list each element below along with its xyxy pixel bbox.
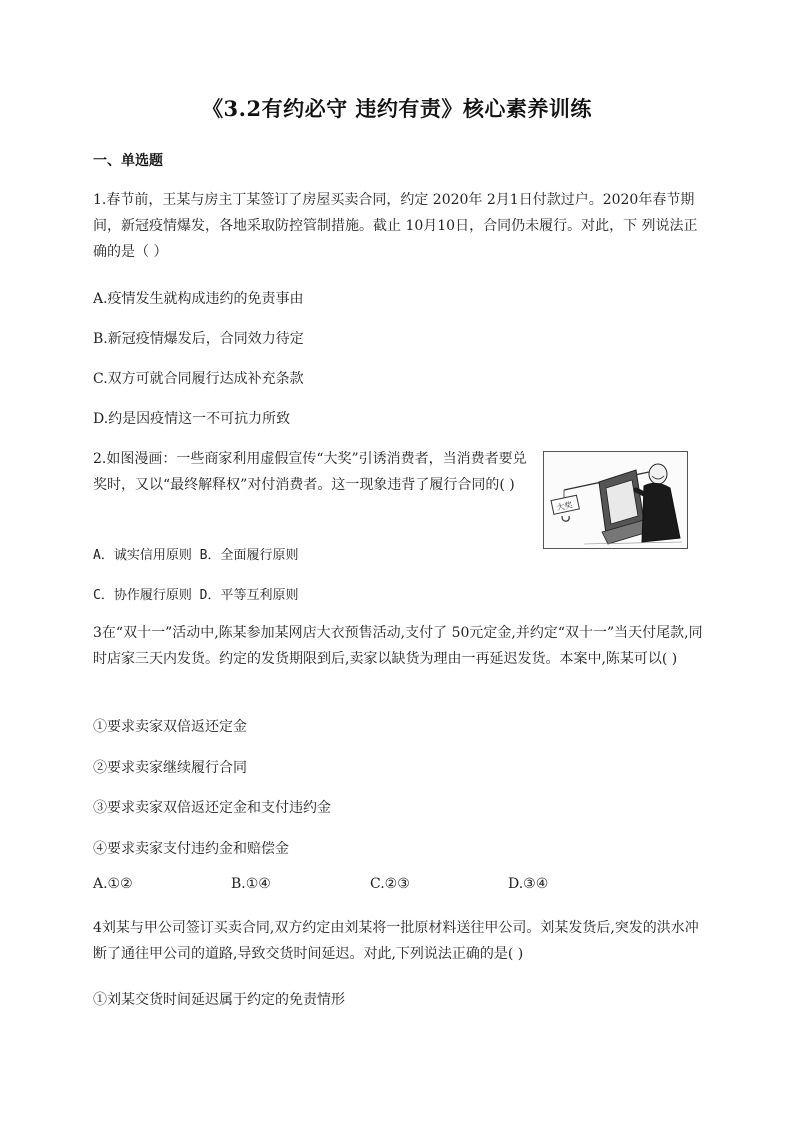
question-4-text: 4刘某与甲公司签订买卖合同,双方约定由刘某将一批原材料送往甲公司。刘某发货后,突发的洪水冲断了通往甲公司的道路,导致交货时间延迟。对此,下列说法正确的是( ): [93, 920, 699, 962]
question-2-options-row-1: A．诚实信用原则 B．全面履行原则: [93, 548, 299, 563]
question-3-statement-2: ②要求卖家继续履行合同: [93, 760, 247, 776]
question-3-statement-3: ③要求卖家双倍返还定金和支付违约金: [93, 800, 331, 816]
cartoon-image: [543, 451, 688, 549]
cartoon-illustration: [544, 452, 687, 548]
question-1-option-c: C.双方可就合同履行达成补充条款: [93, 371, 304, 387]
cartoon-sign-label: 大奖: [555, 500, 574, 513]
section-heading: 一、单选题: [93, 153, 163, 169]
page-title: 《3.2有约必守 违约有责》核心素养训练: [202, 96, 592, 121]
question-3-statement-4: ④要求卖家支付违约金和赔偿金: [93, 841, 289, 857]
question-3-option-d: D.③④: [508, 876, 549, 892]
question-1-option-d: D.约是因疫情这一不可抗力所致: [93, 411, 291, 427]
question-3-option-c: C.②③: [370, 876, 410, 892]
question-2-options-row-2: C．协作履行原则 D．平等互利原则: [93, 588, 299, 603]
question-3-option-a: A.①②: [93, 876, 133, 892]
question-3-text: 3在“双十一”活动中,陈某参加某网店大衣预售活动,支付了 50元定金,并约定“双十一”当天付尾款,同时店家三天内发货。约定的发货期限到后,卖家以缺货为理由一再延迟发货。本案中,陈某可以( ): [93, 625, 703, 667]
question-1-option-a: A.疫情发生就构成违约的免责事由: [93, 291, 304, 307]
question-3-options: [0, 876, 794, 896]
question-1-text: 1.春节前，王某与房主丁某签订了房屋买卖合同，约定 2020年 2月1日付款过户。2020年春节期间，新冠疫情爆发，各地采取防控管制措施。截止 10月10日，合同仍未履行。对此，下 列说法正确的是（ ）: [93, 192, 698, 260]
question-3-statement-1: ①要求卖家双倍返还定金: [93, 719, 247, 735]
question-2-text: 2.如图漫画：一些商家利用虚假宣传“大奖”引诱消费者，当消费者要兑奖时，又以“最终解释权”对付消费者。这一现象违背了履行合同的( ): [93, 451, 527, 493]
question-4-statement-1: ①刘某交货时间延迟属于约定的免责情形: [93, 992, 345, 1008]
question-1-option-b: B.新冠疫情爆发后，合同效力待定: [93, 331, 304, 347]
question-3-option-b: B.①④: [231, 876, 271, 892]
